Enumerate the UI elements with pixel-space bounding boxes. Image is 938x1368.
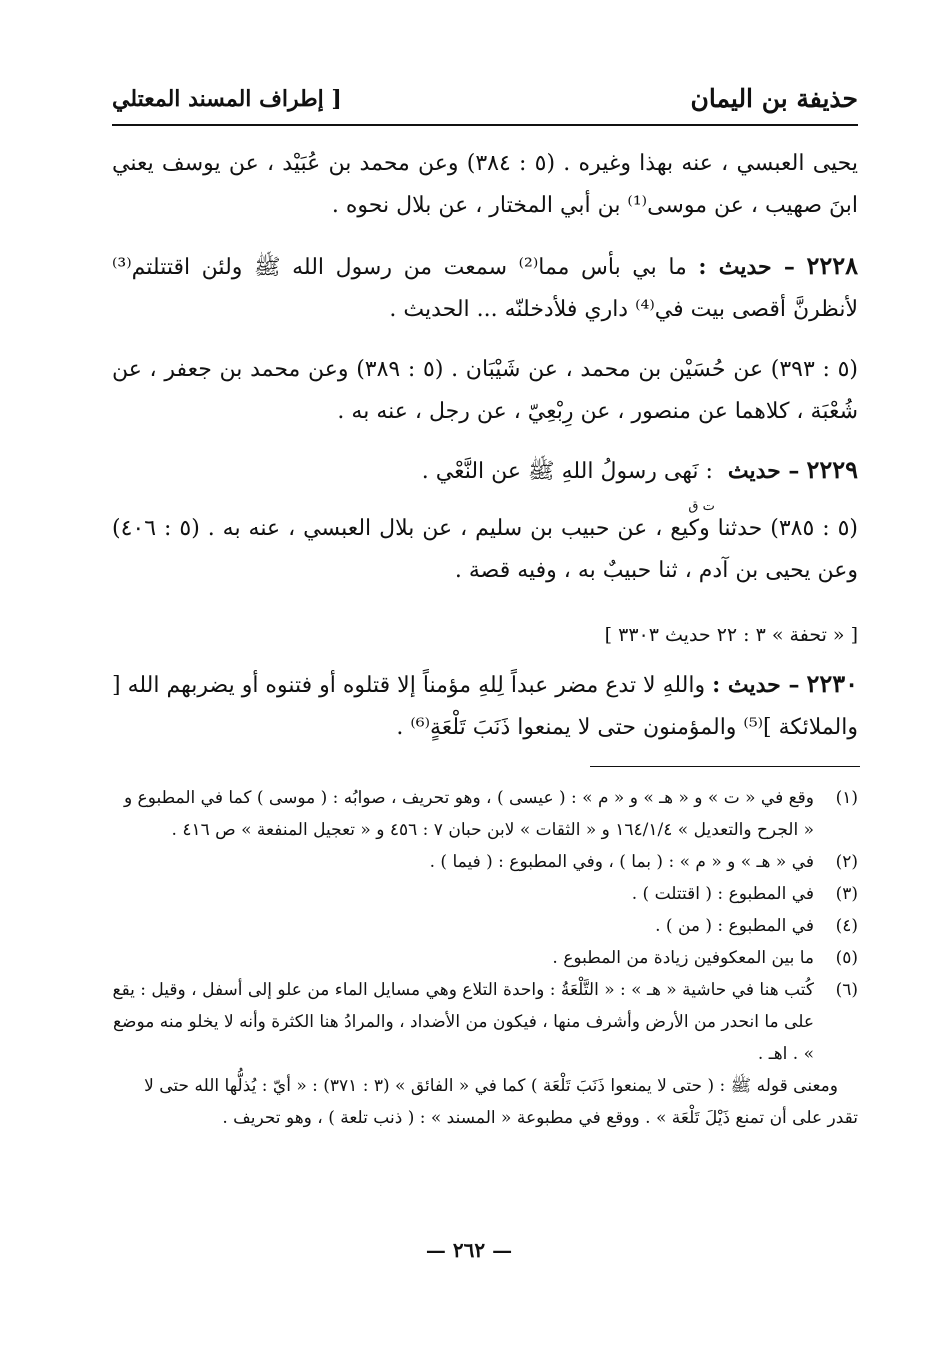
running-header [112,84,858,120]
header-rule [112,124,858,126]
hadith-text: واللهِ لا تدع مضر عبداً لِلهِ مؤمناً إلا قتلوه أو فتنوه أو يضربهم الله [ والملائكة ]⁽⁵⁾ والمؤمنون حتى لا يمنعوا ذَنَبَ تَلْعَةٍ⁽⁶⁾ . [112,673,858,740]
page-number: — ٢٦٢ — [425,1238,513,1262]
hadith-number: ٢٢٢٨ [806,251,859,280]
tuhfa-reference-block [112,614,858,656]
footnote-text: وقع في « ت » و « هـ » و « م » : ( عيسى ) ، وهو تحريف ، صوابُه : ( موسى ) كما في المطبوع و « الجرح والتعديل » ١٦٤/١/٤ و « الثقات » لابن حبان ٧ : ٤٥٦ و « تعجيل المنفعة » ص ٤١٦ . [123,788,814,840]
text-block-5 [112,508,858,592]
footnote-1 [112,782,858,846]
source-marker: ت ق [688,499,715,514]
paragraph: (٥ : ٣٩٣) عن حُسَيْن بن محمد ، عن شَيْبَان . (٥ : ٣٨٩) وعن محمد بن جعفر ، عن شُعْبَة ، كلاهما عن منصور ، عن رِبْعِيّ ، عن رجل ، عنه به . [112,357,859,424]
hadith-number: ٢٢٢٩ [806,455,858,484]
footnote-rule [590,766,860,767]
footnote-text: كُتب هنا في حاشية « هـ » : « التَّلْعَةُ : واحدة التلاع وهي مسايل الماء من علو إلى أسفل ، وقيل : يقع على ما انحدر من الأرض وأشرف منها ، فيكون من الأضداد ، والمرادُ هنا الكثرة وأنه لا يخلو منه موضع » . اهـ . [112,980,814,1064]
footnote-continuation: ومعنى قوله ﷺ : ( حتى لا يمنعوا ذَنَبَ تَلْعَة ) كما في « الفائق » (٣ : ٣٧١) : « أيّ : يُذلُّها الله حتى لا تقدر على أن تمنع ذَيْلَ تَلْعَة » . ووقع في مطبوعة « المسند » : ( ذنب تلعة ) ، وهو تحريف . [144,1076,858,1128]
footnote-number: (٦) [835,980,858,1000]
tuhfa-reference: [ « تحفة » ٣ : ٢٢ حديث ٣٣٠٣ ] [604,624,858,646]
footnote-text: في « هـ » و « م » : ( بما ) ، وفي المطبوع : ( فيما ) . [429,852,814,872]
footnote-6 [112,974,858,1070]
hadith-text: : نَهى رسولُ اللهِ ﷺ عن النَّعْي . [421,459,713,484]
hadith-label: – حديث : [712,672,800,698]
footnote-2 [112,846,858,878]
text-block-3 [112,349,858,433]
text-block-1 [112,143,858,227]
footnote-text: في المطبوع : ( من ) . [655,916,814,936]
hadith-number: ٢٢٣٠ [806,669,858,698]
footnote-number: (٤) [835,916,858,936]
footnote-4 [112,910,858,942]
hadith-text: ما بي بأس مما⁽²⁾ سمعت من رسول الله ﷺ ولئن اقتتلتم⁽³⁾ لأنظرنَّ أقصى بيت في⁽⁴⁾ داري فلأدخلنّه ... الحديث . [112,255,858,322]
hadith-2229 [112,449,858,514]
footnote-3 [112,878,858,910]
footnote-text: في المطبوع : ( اقتتلت ) . [631,884,814,904]
paragraph: يحيى العبسي ، عنه بهذا وغيره . (٥ : ٣٨٤) وعن محمد بن عُبَيْد ، عن يوسف يعني ابنَ صهيب ، عن موسى⁽¹⁾ بن أبي المختار ، عن بلال نحوه . [112,151,858,218]
footnote-number: (١) [835,788,858,808]
running-title-left: [ إطراف المسند المعتلي [112,86,342,112]
footnotes [112,782,858,1134]
hadith-2228 [112,245,858,331]
paragraph: (٥ : ٣٨٥) حدثنا وكيع ، عن حبيب بن سليم ، عن بلال العبسي ، عنه به . (٥ : ٤٠٦) وعن يحيى بن آدم ، ثنا حبيبٌ به ، وفيه قصة . [112,516,859,583]
footnote-number: (٢) [835,852,858,872]
footnote-number: (٥) [835,948,858,968]
footnote-number: (٣) [835,884,858,904]
hadith-2230 [112,663,858,749]
footnote-text: ما بين المعكوفين زيادة من المطبوع . [552,948,814,968]
hadith-label: – حديث [727,458,800,484]
running-title-right: حذيفة بن اليمان [690,84,858,113]
footnote-5 [112,942,858,974]
hadith-label: – حديث : [698,254,795,280]
